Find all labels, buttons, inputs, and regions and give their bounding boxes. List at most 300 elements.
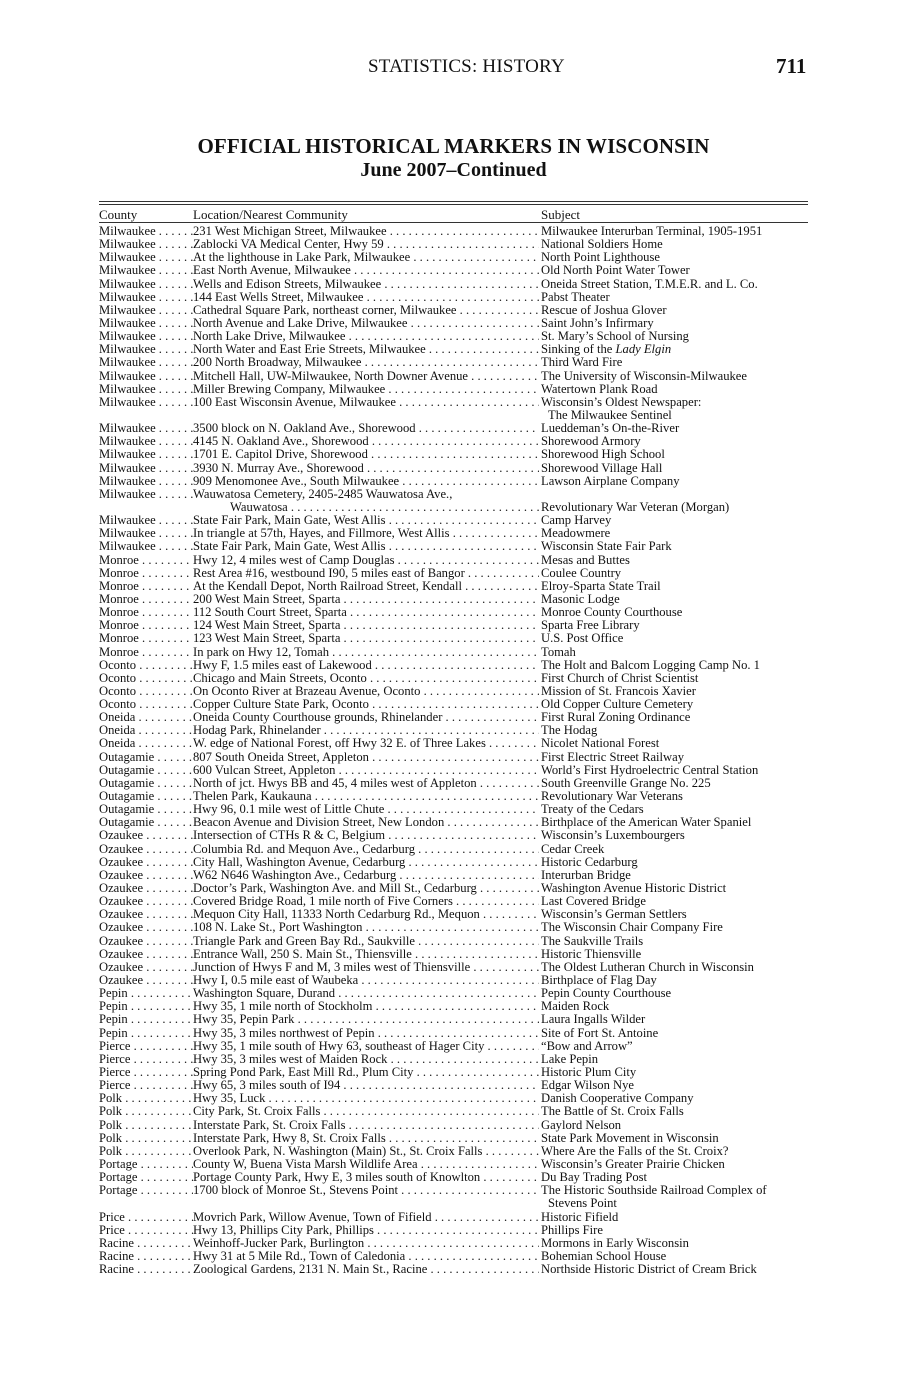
table-row	[0, 816, 907, 829]
location-cell: Oneida County Courthouse grounds, Rhinelander . . .	[193, 711, 539, 724]
table-row	[0, 1197, 907, 1210]
county-cell: Monroe . . .	[99, 554, 193, 567]
table-row	[0, 1092, 907, 1105]
table-row	[0, 264, 907, 277]
county-cell: Milwaukee . . .	[99, 291, 193, 304]
location-cell: City Hall, Washington Avenue, Cedarburg . . .	[193, 856, 539, 869]
table-row	[0, 1224, 907, 1237]
county-cell: Monroe . . .	[99, 593, 193, 606]
subject-cell: Historic Thiensville	[541, 947, 642, 961]
table-row	[0, 685, 907, 698]
county-cell: Racine . . .	[99, 1263, 193, 1276]
county-cell: Milwaukee . . .	[99, 225, 193, 238]
county-cell: Ozaukee . . .	[99, 843, 193, 856]
county-cell: Ozaukee . . .	[99, 921, 193, 934]
location-cell: Zablocki VA Medical Center, Hwy 59 . . .	[193, 238, 539, 251]
county-cell: Milwaukee . . .	[99, 251, 193, 264]
table-row	[0, 856, 907, 869]
county-cell: Monroe . . .	[99, 632, 193, 645]
location-cell: Spring Pond Park, East Mill Rd., Plum City . . .	[193, 1066, 539, 1079]
subject-cell: Wisconsin’s Greater Prairie Chicken	[541, 1157, 725, 1171]
location-cell: Wauwatosa . . .	[230, 501, 539, 514]
location-cell: Hwy 96, 0.1 mile west of Little Chute . . .	[193, 803, 539, 816]
location-cell: Rest Area #16, westbound I90, 5 miles east of Bangor . . .	[193, 567, 539, 580]
table-row	[0, 843, 907, 856]
subject-cell: Site of Fort St. Antoine	[541, 1026, 659, 1040]
county-cell: Ozaukee . . .	[99, 882, 193, 895]
table-row	[0, 488, 907, 501]
table-row	[0, 1119, 907, 1132]
table-row	[0, 435, 907, 448]
table-row	[0, 1000, 907, 1013]
subject-cell: Interurban Bridge	[541, 868, 631, 882]
county-cell: Polk . . .	[99, 1132, 193, 1145]
location-cell: Weinhoff-Jucker Park, Burlington . . .	[193, 1237, 539, 1250]
subject-cell: Wisconsin State Fair Park	[541, 540, 672, 554]
location-cell: 3930 N. Murray Ave., Shorewood . . .	[193, 462, 539, 475]
location-cell: Mequon City Hall, 11333 North Cedarburg Rd., Mequon . . .	[193, 908, 539, 921]
table-row	[0, 672, 907, 685]
table-row	[0, 737, 907, 750]
location-cell: Hwy 65, 3 miles south of I94 . . .	[193, 1079, 539, 1092]
table-row	[0, 1013, 907, 1026]
location-cell: At the Kendall Depot, North Railroad Street, Kendall . . .	[193, 580, 539, 593]
table-row	[0, 646, 907, 659]
location-cell: Wauwatosa Cemetery, 2405-2485 Wauwatosa Ave.,	[193, 487, 453, 501]
table-row	[0, 304, 907, 317]
location-cell: State Fair Park, Main Gate, West Allis . . .	[193, 540, 539, 553]
county-cell: Oconto . . .	[99, 698, 193, 711]
table-row	[0, 803, 907, 816]
location-cell: 1700 block of Monroe St., Stevens Point . . .	[193, 1184, 539, 1197]
subject-cell: Saint John’s Infirmary	[541, 316, 654, 330]
table-row	[0, 462, 907, 475]
county-cell: Milwaukee . . .	[99, 514, 193, 527]
page-subtitle: June 2007–Continued	[360, 159, 547, 181]
subject-cell: South Greenville Grange No. 225	[541, 776, 711, 790]
location-cell: Hwy 35, 3 miles northwest of Pepin . . .	[193, 1027, 539, 1040]
subject-cell: “Bow and Arrow”	[541, 1039, 633, 1053]
county-cell: Outagamie . . .	[99, 790, 193, 803]
county-cell: Pepin . . .	[99, 987, 193, 1000]
table-row	[0, 593, 907, 606]
subject-cell: Du Bay Trading Post	[541, 1171, 648, 1185]
location-cell: Hwy F, 1.5 miles east of Lakewood . . .	[193, 659, 539, 672]
table-row	[0, 278, 907, 291]
table-row	[0, 790, 907, 803]
location-cell: Miller Brewing Company, Milwaukee . . .	[193, 383, 539, 396]
subject-cell: Shorewood Village Hall	[541, 461, 663, 475]
table-row	[0, 974, 907, 987]
county-cell: Monroe . . .	[99, 567, 193, 580]
table-row	[0, 370, 907, 383]
column-header-subject: Subject	[541, 207, 580, 222]
county-cell: Pepin . . .	[99, 1013, 193, 1026]
county-cell: Pepin . . .	[99, 1000, 193, 1013]
subject-cell: Wisconsin’s Oldest Newspaper:	[541, 395, 702, 409]
county-cell: Ozaukee . . .	[99, 935, 193, 948]
running-head	[0, 56, 907, 80]
location-cell: East North Avenue, Milwaukee . . .	[193, 264, 539, 277]
county-cell: Oneida . . .	[99, 724, 193, 737]
county-cell: Ozaukee . . .	[99, 948, 193, 961]
table-row	[0, 869, 907, 882]
subject-cell: Nicolet National Forest	[541, 737, 660, 751]
table-row	[0, 448, 907, 461]
county-cell: Ozaukee . . .	[99, 974, 193, 987]
table-row	[0, 422, 907, 435]
location-cell: Copper Culture State Park, Oconto . . .	[193, 698, 539, 711]
table-row	[0, 1237, 907, 1250]
top-rule-double	[99, 204, 808, 205]
table-row	[0, 1211, 907, 1224]
county-cell: Oconto . . .	[99, 659, 193, 672]
county-cell: Racine . . .	[99, 1250, 193, 1263]
table-row	[0, 330, 907, 343]
county-cell: Ozaukee . . .	[99, 895, 193, 908]
location-cell: Thelen Park, Kaukauna . . .	[193, 790, 539, 803]
table-row	[0, 698, 907, 711]
county-cell: Milwaukee . . .	[99, 396, 193, 409]
table-row	[0, 1184, 907, 1197]
location-cell: Hwy 35, 1 mile north of Stockholm . . .	[193, 1000, 539, 1013]
county-cell: Portage . . .	[99, 1184, 193, 1197]
county-cell: Milwaukee . . .	[99, 330, 193, 343]
subject-cell: Lawson Airplane Company	[541, 474, 680, 488]
county-cell: Pierce . . .	[99, 1079, 193, 1092]
subject-cell: Treaty of the Cedars	[541, 803, 644, 817]
location-cell: 100 East Wisconsin Avenue, Milwaukee . . .	[193, 396, 539, 409]
subject-cell: Lueddeman’s On-the-River	[541, 422, 680, 436]
location-cell: Mitchell Hall, UW-Milwaukee, North Downer Avenue . . .	[193, 370, 539, 383]
subject-cell: Northside Historic District of Cream Brick	[541, 1263, 757, 1277]
subject-cell: Mesas and Buttes	[541, 553, 630, 567]
location-cell: 123 West Main Street, Sparta . . .	[193, 632, 539, 645]
table-row	[0, 238, 907, 251]
table-row	[0, 1145, 907, 1158]
subject-cell: Maiden Rock	[541, 1000, 610, 1014]
table-row	[0, 1132, 907, 1145]
county-cell: Pepin . . .	[99, 1027, 193, 1040]
location-cell: Washington Square, Durand . . .	[193, 987, 539, 1000]
table-row	[0, 882, 907, 895]
location-cell: 200 North Broadway, Milwaukee . . .	[193, 356, 539, 369]
subject-cell: Edgar Wilson Nye	[541, 1079, 634, 1093]
location-cell: North Lake Drive, Milwaukee . . .	[193, 330, 539, 343]
county-cell: Racine . . .	[99, 1237, 193, 1250]
subject-cell: Wisconsin’s German Settlers	[541, 908, 687, 922]
county-cell: Pierce . . .	[99, 1053, 193, 1066]
subject-cell: The Hodag	[541, 724, 598, 738]
location-cell: Interstate Park, Hwy 8, St. Croix Falls . . .	[193, 1132, 539, 1145]
table-row	[0, 251, 907, 264]
county-cell: Milwaukee . . .	[99, 475, 193, 488]
county-cell: Price . . .	[99, 1211, 193, 1224]
subject-cell: Wisconsin’s Luxembourgers	[541, 829, 685, 843]
location-cell: 124 West Main Street, Sparta . . .	[193, 619, 539, 632]
table-row	[0, 751, 907, 764]
location-cell: On Oconto River at Brazeau Avenue, Oconto . . .	[193, 685, 539, 698]
table-row	[0, 475, 907, 488]
table-row	[0, 343, 907, 356]
subject-cell: The Milwaukee Sentinel	[548, 408, 672, 422]
location-cell: Portage County Park, Hwy E, 3 miles south of Knowlton . . .	[193, 1171, 539, 1184]
table-row	[0, 1027, 907, 1040]
county-cell: Polk . . .	[99, 1119, 193, 1132]
location-cell: Intersection of CTHs R & C, Belgium . . .	[193, 829, 539, 842]
subject-cell: Washington Avenue Historic District	[541, 882, 727, 896]
county-cell: Milwaukee . . .	[99, 343, 193, 356]
subject-cell: Shorewood High School	[541, 448, 665, 462]
table-row	[0, 764, 907, 777]
county-cell: Oneida . . .	[99, 711, 193, 724]
subject-cell: First Church of Christ Scientist	[541, 671, 699, 685]
location-cell: Hwy 35, Pepin Park . . .	[193, 1013, 539, 1026]
subject-cell: The Wisconsin Chair Company Fire	[541, 921, 723, 935]
subject-cell: Meadowmere	[541, 527, 611, 541]
markers-table	[0, 225, 907, 1276]
subject-cell: Oneida Street Station, T.M.E.R. and L. Co.	[541, 277, 758, 291]
county-cell: Portage . . .	[99, 1171, 193, 1184]
location-cell: Entrance Wall, 250 S. Main St., Thiensville . . .	[193, 948, 539, 961]
county-cell: Polk . . .	[99, 1092, 193, 1105]
county-cell: Outagamie . . .	[99, 751, 193, 764]
county-cell: Pierce . . .	[99, 1066, 193, 1079]
page-number: 711	[776, 54, 807, 78]
subject-cell: Third Ward Fire	[541, 356, 623, 370]
county-cell: Milwaukee . . .	[99, 462, 193, 475]
county-cell: Ozaukee . . .	[99, 829, 193, 842]
location-cell: 112 South Court Street, Sparta . . .	[193, 606, 539, 619]
subject-cell: Lake Pepin	[541, 1052, 599, 1066]
location-cell: W. edge of National Forest, off Hwy 32 E. of Three Lakes . . .	[193, 737, 539, 750]
subject-cell: The Battle of St. Croix Falls	[541, 1105, 684, 1119]
location-cell: 108 N. Lake St., Port Washington . . .	[193, 921, 539, 934]
location-cell: 4145 N. Oakland Ave., Shorewood . . .	[193, 435, 539, 448]
location-cell: North Water and East Erie Streets, Milwaukee . . .	[193, 343, 539, 356]
location-cell: Hodag Park, Rhinelander . . .	[193, 724, 539, 737]
location-cell: Interstate Park, St. Croix Falls . . .	[193, 1119, 539, 1132]
running-title: STATISTICS: HISTORY	[368, 56, 565, 77]
subject-cell: Historic Plum City	[541, 1066, 637, 1079]
table-row	[0, 396, 907, 409]
location-cell: Hwy 35, 3 miles west of Maiden Rock . . .	[193, 1053, 539, 1066]
location-cell: W62 N646 Washington Ave., Cedarburg . . .	[193, 869, 539, 882]
location-cell: 3500 block on N. Oakland Ave., Shorewood . . .	[193, 422, 539, 435]
table-row	[0, 356, 907, 369]
county-cell: Milwaukee . . .	[99, 527, 193, 540]
county-cell: Milwaukee . . .	[99, 278, 193, 291]
subject-cell: Mormons in Early Wisconsin	[541, 1236, 689, 1250]
subject-cell: Old North Point Water Tower	[541, 264, 690, 278]
table-row	[0, 383, 907, 396]
subject-cell: First Electric Street Railway	[541, 750, 685, 764]
table-row	[0, 921, 907, 934]
location-cell: Hwy 35, 1 mile south of Hwy 63, southeast of Hager City . . .	[193, 1040, 539, 1053]
location-cell: In triangle at 57th, Hayes, and Fillmore, West Allis . . .	[193, 527, 539, 540]
county-cell: Monroe . . .	[99, 580, 193, 593]
county-cell: Outagamie . . .	[99, 803, 193, 816]
location-cell: 144 East Wells Street, Milwaukee . . .	[193, 291, 539, 304]
subject-cell: Historic Cedarburg	[541, 855, 638, 869]
table-row	[0, 829, 907, 842]
county-cell: Milwaukee . . .	[99, 422, 193, 435]
county-cell: Oneida . . .	[99, 737, 193, 750]
subject-cell: Tomah	[541, 645, 576, 659]
county-cell: Monroe . . .	[99, 606, 193, 619]
subject-cell: World’s First Hydroelectric Central Station	[541, 763, 759, 777]
location-cell: Overlook Park, N. Washington (Main) St., St. Croix Falls . . .	[193, 1145, 539, 1158]
column-header-location: Location/Nearest Community	[193, 207, 348, 222]
location-cell: 231 West Michigan Street, Milwaukee . . .	[193, 225, 539, 238]
table-row	[0, 501, 907, 514]
county-cell: Milwaukee . . .	[99, 488, 193, 501]
location-cell: Chicago and Main Streets, Oconto . . .	[193, 672, 539, 685]
subject-cell: Danish Cooperative Company	[541, 1092, 694, 1106]
location-cell: Wells and Edison Streets, Milwaukee . . .	[193, 278, 539, 291]
county-cell: Outagamie . . .	[99, 764, 193, 777]
subject-cell: Revolutionary War Veterans	[541, 790, 683, 804]
table-row	[0, 948, 907, 961]
table-row	[0, 908, 907, 921]
location-cell: Hwy 13, Phillips City Park, Phillips . . .	[193, 1224, 539, 1237]
table-row	[0, 409, 907, 422]
subject-cell: Watertown Plank Road	[541, 382, 658, 396]
county-cell: Ozaukee . . .	[99, 869, 193, 882]
location-cell: Covered Bridge Road, 1 mile north of Five Corners . . .	[193, 895, 539, 908]
county-cell: Ozaukee . . .	[99, 908, 193, 921]
county-cell: Oconto . . .	[99, 685, 193, 698]
location-cell: 807 South Oneida Street, Appleton . . .	[193, 751, 539, 764]
subject-cell: Historic Fifield	[541, 1210, 619, 1224]
county-cell: Milwaukee . . .	[99, 264, 193, 277]
table-row	[0, 580, 907, 593]
location-cell: Doctor’s Park, Washington Ave. and Mill St., Cedarburg . . .	[193, 882, 539, 895]
subject-cell: Revolutionary War Veteran (Morgan)	[541, 500, 730, 514]
subject-cell: The Saukville Trails	[541, 934, 644, 948]
subject-cell: Camp Harvey	[541, 514, 612, 528]
location-cell: Junction of Hwys F and M, 3 miles west of Thiensville . . .	[193, 961, 539, 974]
subject-cell: Rescue of Joshua Glover	[541, 303, 667, 317]
subject-cell: The Oldest Lutheran Church in Wisconsin	[541, 960, 754, 974]
table-row	[0, 1079, 907, 1092]
table-row	[0, 935, 907, 948]
location-cell: 600 Vulcan Street, Appleton . . .	[193, 764, 539, 777]
subject-cell: The Historic Southside Railroad Complex of	[541, 1184, 767, 1198]
location-cell: Beacon Avenue and Division Street, New London . . .	[193, 816, 539, 829]
county-cell: Milwaukee . . .	[99, 383, 193, 396]
county-cell: Milwaukee . . .	[99, 304, 193, 317]
subject-cell: Sinking of the Lady Elgin	[541, 343, 672, 357]
location-cell: Hwy I, 0.5 mile east of Waubeka . . .	[193, 974, 539, 987]
location-cell: Zoological Gardens, 2131 N. Main St., Racine . . .	[193, 1263, 539, 1276]
table-row	[0, 659, 907, 672]
county-cell: Portage . . .	[99, 1158, 193, 1171]
table-row	[0, 777, 907, 790]
page-title: OFFICIAL HISTORICAL MARKERS IN WISCONSIN	[197, 134, 710, 158]
county-cell: Milwaukee . . .	[99, 238, 193, 251]
column-header-county: County	[99, 207, 138, 222]
table-row	[0, 895, 907, 908]
location-cell: Triangle Park and Green Bay Rd., Saukville . . .	[193, 935, 539, 948]
table-row	[0, 1263, 907, 1276]
location-cell: North of jct. Hwys BB and 45, 4 miles west of Appleton . . .	[193, 777, 539, 790]
table-row	[0, 567, 907, 580]
table-row	[0, 1250, 907, 1263]
table-row	[0, 554, 907, 567]
subject-cell: Milwaukee Interurban Terminal, 1905-1951	[541, 225, 763, 238]
subject-cell: First Rural Zoning Ordinance	[541, 711, 691, 725]
table-row	[0, 711, 907, 724]
location-cell: Columbia Rd. and Mequon Ave., Cedarburg . . .	[193, 843, 539, 856]
table-row	[0, 225, 907, 238]
county-cell: Pierce . . .	[99, 1040, 193, 1053]
subject-cell: St. Mary’s School of Nursing	[541, 330, 689, 344]
county-cell: Milwaukee . . .	[99, 540, 193, 553]
table-row	[0, 1158, 907, 1171]
subject-cell: Sparta Free Library	[541, 619, 640, 633]
subject-cell: North Point Lighthouse	[541, 251, 660, 265]
location-cell: Movrich Park, Willow Avenue, Town of Fifield . . .	[193, 1211, 539, 1224]
table-row	[0, 724, 907, 737]
table-row	[0, 291, 907, 304]
table-row	[0, 514, 907, 527]
location-cell: Hwy 12, 4 miles west of Camp Douglas . . .	[193, 554, 539, 567]
subject-cell: Old Copper Culture Cemetery	[541, 698, 694, 712]
county-cell: Monroe . . .	[99, 646, 193, 659]
header-rule	[99, 222, 808, 223]
county-cell: Milwaukee . . .	[99, 370, 193, 383]
county-cell: Milwaukee . . .	[99, 435, 193, 448]
location-cell: In park on Hwy 12, Tomah . . .	[193, 646, 539, 659]
location-cell: City Park, St. Croix Falls . . .	[193, 1105, 539, 1118]
table-row	[0, 1105, 907, 1118]
subject-cell: Masonic Lodge	[541, 592, 620, 606]
table-row	[0, 317, 907, 330]
table-row	[0, 1053, 907, 1066]
table-row	[0, 1171, 907, 1184]
county-cell: Ozaukee . . .	[99, 961, 193, 974]
table-row	[0, 961, 907, 974]
county-cell: Milwaukee . . .	[99, 317, 193, 330]
table-row	[0, 1040, 907, 1053]
county-cell: Milwaukee . . .	[99, 356, 193, 369]
county-cell: Price . . .	[99, 1224, 193, 1237]
subject-cell: The Holt and Balcom Logging Camp No. 1	[541, 658, 760, 672]
subject-cell: Laura Ingalls Wilder	[541, 1013, 646, 1027]
subject-cell: Pabst Theater	[541, 290, 610, 304]
subject-cell: State Park Movement in Wisconsin	[541, 1131, 719, 1145]
subject-cell: Shorewood Armory	[541, 435, 641, 449]
subject-cell: Monroe County Courthouse	[541, 606, 683, 620]
location-cell: Hwy 35, Luck . . .	[193, 1092, 539, 1105]
subject-cell: Phillips Fire	[541, 1223, 603, 1237]
subject-cell: Where Are the Falls of the St. Croix?	[541, 1144, 729, 1158]
location-cell: Cathedral Square Park, northeast corner, Milwaukee . . .	[193, 304, 539, 317]
subject-cell: Cedar Creek	[541, 842, 605, 856]
subject-cell: Stevens Point	[548, 1197, 617, 1211]
county-cell: Polk . . .	[99, 1145, 193, 1158]
subject-cell: Mission of St. Francois Xavier	[541, 684, 696, 698]
location-cell: At the lighthouse in Lake Park, Milwaukee . . .	[193, 251, 539, 264]
subject-cell: Elroy-Sparta State Trail	[541, 579, 661, 593]
table-row	[0, 632, 907, 645]
table-row	[0, 987, 907, 1000]
county-cell: Oconto . . .	[99, 672, 193, 685]
subject-cell: Gaylord Nelson	[541, 1118, 622, 1132]
location-cell: State Fair Park, Main Gate, West Allis . . .	[193, 514, 539, 527]
county-cell: Polk . . .	[99, 1105, 193, 1118]
